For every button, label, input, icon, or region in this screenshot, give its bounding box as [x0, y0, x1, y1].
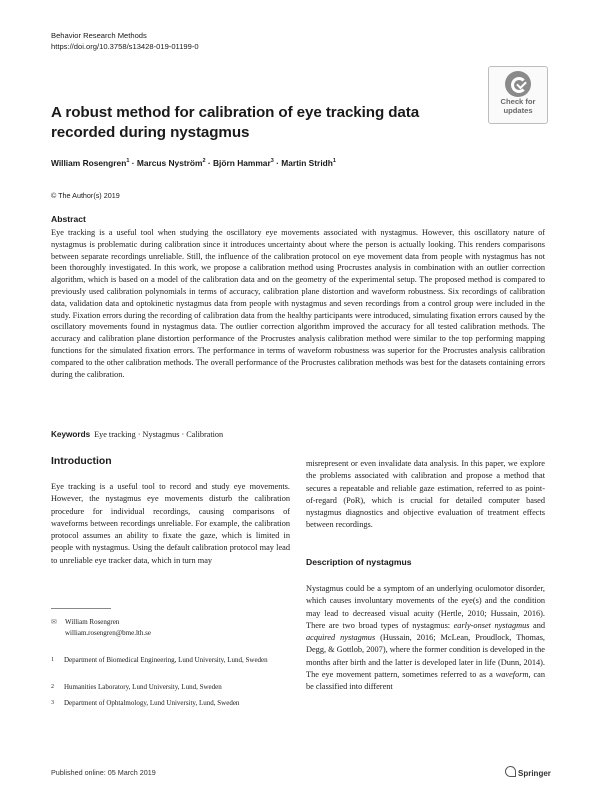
check-for-updates-badge[interactable]	[488, 66, 548, 124]
affiliation-text: Humanities Laboratory, Lund University, Lund, Sweden	[64, 683, 222, 691]
text-run: and	[529, 620, 545, 630]
contact-email[interactable]: william.rosengren@bme.lth.se	[65, 628, 151, 637]
author-name[interactable]: Martin Stridh	[281, 158, 333, 168]
italic-term: acquired nystagmus	[306, 633, 376, 643]
author-affiliation: 2	[202, 158, 206, 165]
affiliation-3	[51, 698, 286, 710]
separator: ·	[131, 158, 135, 168]
corresponding-author	[51, 617, 151, 638]
text-run: , can be classified into different	[306, 670, 545, 692]
text-run: (Hussain, 2016; McLean, Proudlock, Thomas, Degg, & Gottlob, 2007), where the former condition is developed in the months after birth and the latter is developed later in life (Dunn, 2014). The eye movement pattern, sometimes referred to as a	[306, 633, 545, 680]
affiliation-number: 2	[51, 684, 54, 690]
paper-title: A robust method for calibration of eye tracking data recorded during nystagmus	[51, 104, 420, 141]
affiliation-number: 3	[51, 700, 54, 706]
doi-link[interactable]: https://doi.org/10.3758/s13428-019-01199-0	[51, 42, 199, 51]
author-affiliation: 1	[332, 158, 336, 165]
badge-line2: updates	[503, 105, 533, 115]
intro-left-column: Eye tracking is a useful tool to record and study eye movements. However, the nystagmus eye movements disturb the calibration procedure for individual recordings, causing comparisons of waveforms between recordings unreliable. For example, the calibration protocol assumes an ability to fixate the gaze, which is limited in people with nystagmus. Using the default calibration protocol may lead to unreliable eye tracker data, which in turn may	[51, 482, 290, 565]
check-updates-icon	[505, 71, 531, 97]
affiliation-text: Department of Biomedical Engineering, Lund University, Lund, Sweden	[64, 656, 268, 664]
author-affiliation: 3	[270, 158, 274, 165]
author-name[interactable]: Marcus Nyström	[136, 158, 203, 168]
author-name[interactable]: Björn Hammar	[213, 158, 271, 168]
italic-term: early-onset nystagmus	[453, 620, 530, 630]
contact-name: William Rosengren	[65, 618, 120, 626]
author-name[interactable]: William Rosengren	[51, 158, 127, 168]
affiliation-number: 1	[51, 657, 54, 663]
envelope-icon: ✉	[51, 618, 57, 626]
published-date: Published online: 05 March 2019	[51, 768, 156, 777]
nystagmus-paragraph	[306, 583, 545, 694]
italic-term: waveform	[495, 670, 529, 680]
separator: ·	[207, 158, 211, 168]
affiliation-2	[51, 682, 286, 694]
affiliation-text: Department of Ophtalmology, Lund University, Lund, Sweden	[64, 699, 240, 707]
publisher-logo	[505, 766, 551, 778]
journal-name: Behavior Research Methods	[51, 31, 147, 40]
author-list	[51, 158, 336, 168]
keywords-list: Eye tracking · Nystagmus · Calibration	[94, 430, 224, 439]
abstract-text: Eye tracking is a useful tool when studying the oscillatory eye movements associated with nystagmus. However, this oscillatory nature of nystagmus is problematic during calibration since it introduces uncertainty about where the person is actually looking. This renders comparisons between separate recordings unreliable. Still, the influence of the calibration protocol on eye movement data from people with nystagmus has not been thoroughly investigated. In this work, we propose a calibration method using Procrustes analysis in combination with an outlier correction algorithm, which is based on a model of the calibration data and on the geometry of the experimental setup. The proposed method is compared to previously used calibration polynomials in terms of accuracy, calibration plane distortion and waveform robustness. Six recordings of calibration data, validation data and optokinetic nystagmus data from people with nystagmus and seven recordings from a control group were included in the study. Fixation errors during the recording of calibration data from the healthy participants were introduced, simulating fixation errors caused by the oscillatory movements found in nystagmus data. The outlier correction algorithm improved the accuracy for all tested calibration methods. The accuracy and calibration plane distortion performance of the Procrustes analysis calibration method were similar to the top performing mapping functions for the simulated fixation errors. The performance in terms of waveform robustness was superior for the Procrustes analysis calibration compared to the other calibration methods. The overall performance of the Procrustes calibration methods was best for the datasets containing errors during the calibration.	[51, 228, 545, 379]
journal-header	[51, 30, 199, 52]
introduction-heading: Introduction	[51, 456, 112, 467]
publisher-name: Springer	[518, 769, 551, 778]
intro-right-text: misrepresent or even invalidate data analysis. In this paper, we explore the problems associated with calibration and propose a method that secures a repeatable and reliable gaze estimation, referred to as point-of-regard (PoR), which is crucial for detailed computer based nystagmus diagnostics and objective evaluation of treatment effects between recordings.	[306, 459, 545, 530]
keywords	[51, 430, 223, 439]
separator: ·	[276, 158, 279, 168]
author-affiliation: 1	[126, 158, 130, 165]
badge-line1: Check for	[500, 97, 536, 106]
keywords-label: Keywords	[51, 430, 91, 439]
intro-right-column	[306, 458, 545, 532]
copyright: © The Author(s) 2019	[51, 191, 120, 200]
abstract-heading: Abstract	[51, 214, 86, 224]
springer-horse-icon	[505, 766, 516, 777]
footnote-divider	[51, 608, 111, 609]
affiliation-1	[51, 655, 286, 679]
nystagmus-heading: Description of nystagmus	[306, 557, 412, 567]
text-run: Nystagmus could be a symptom of an underlying oculomotor disorder, which causes involuntary movements of the eye(s) and the condition may lead to decreased visual acuity (Hertle, 2010; Hussain, 2016). There are two broad types of nystagmus:	[306, 584, 545, 630]
